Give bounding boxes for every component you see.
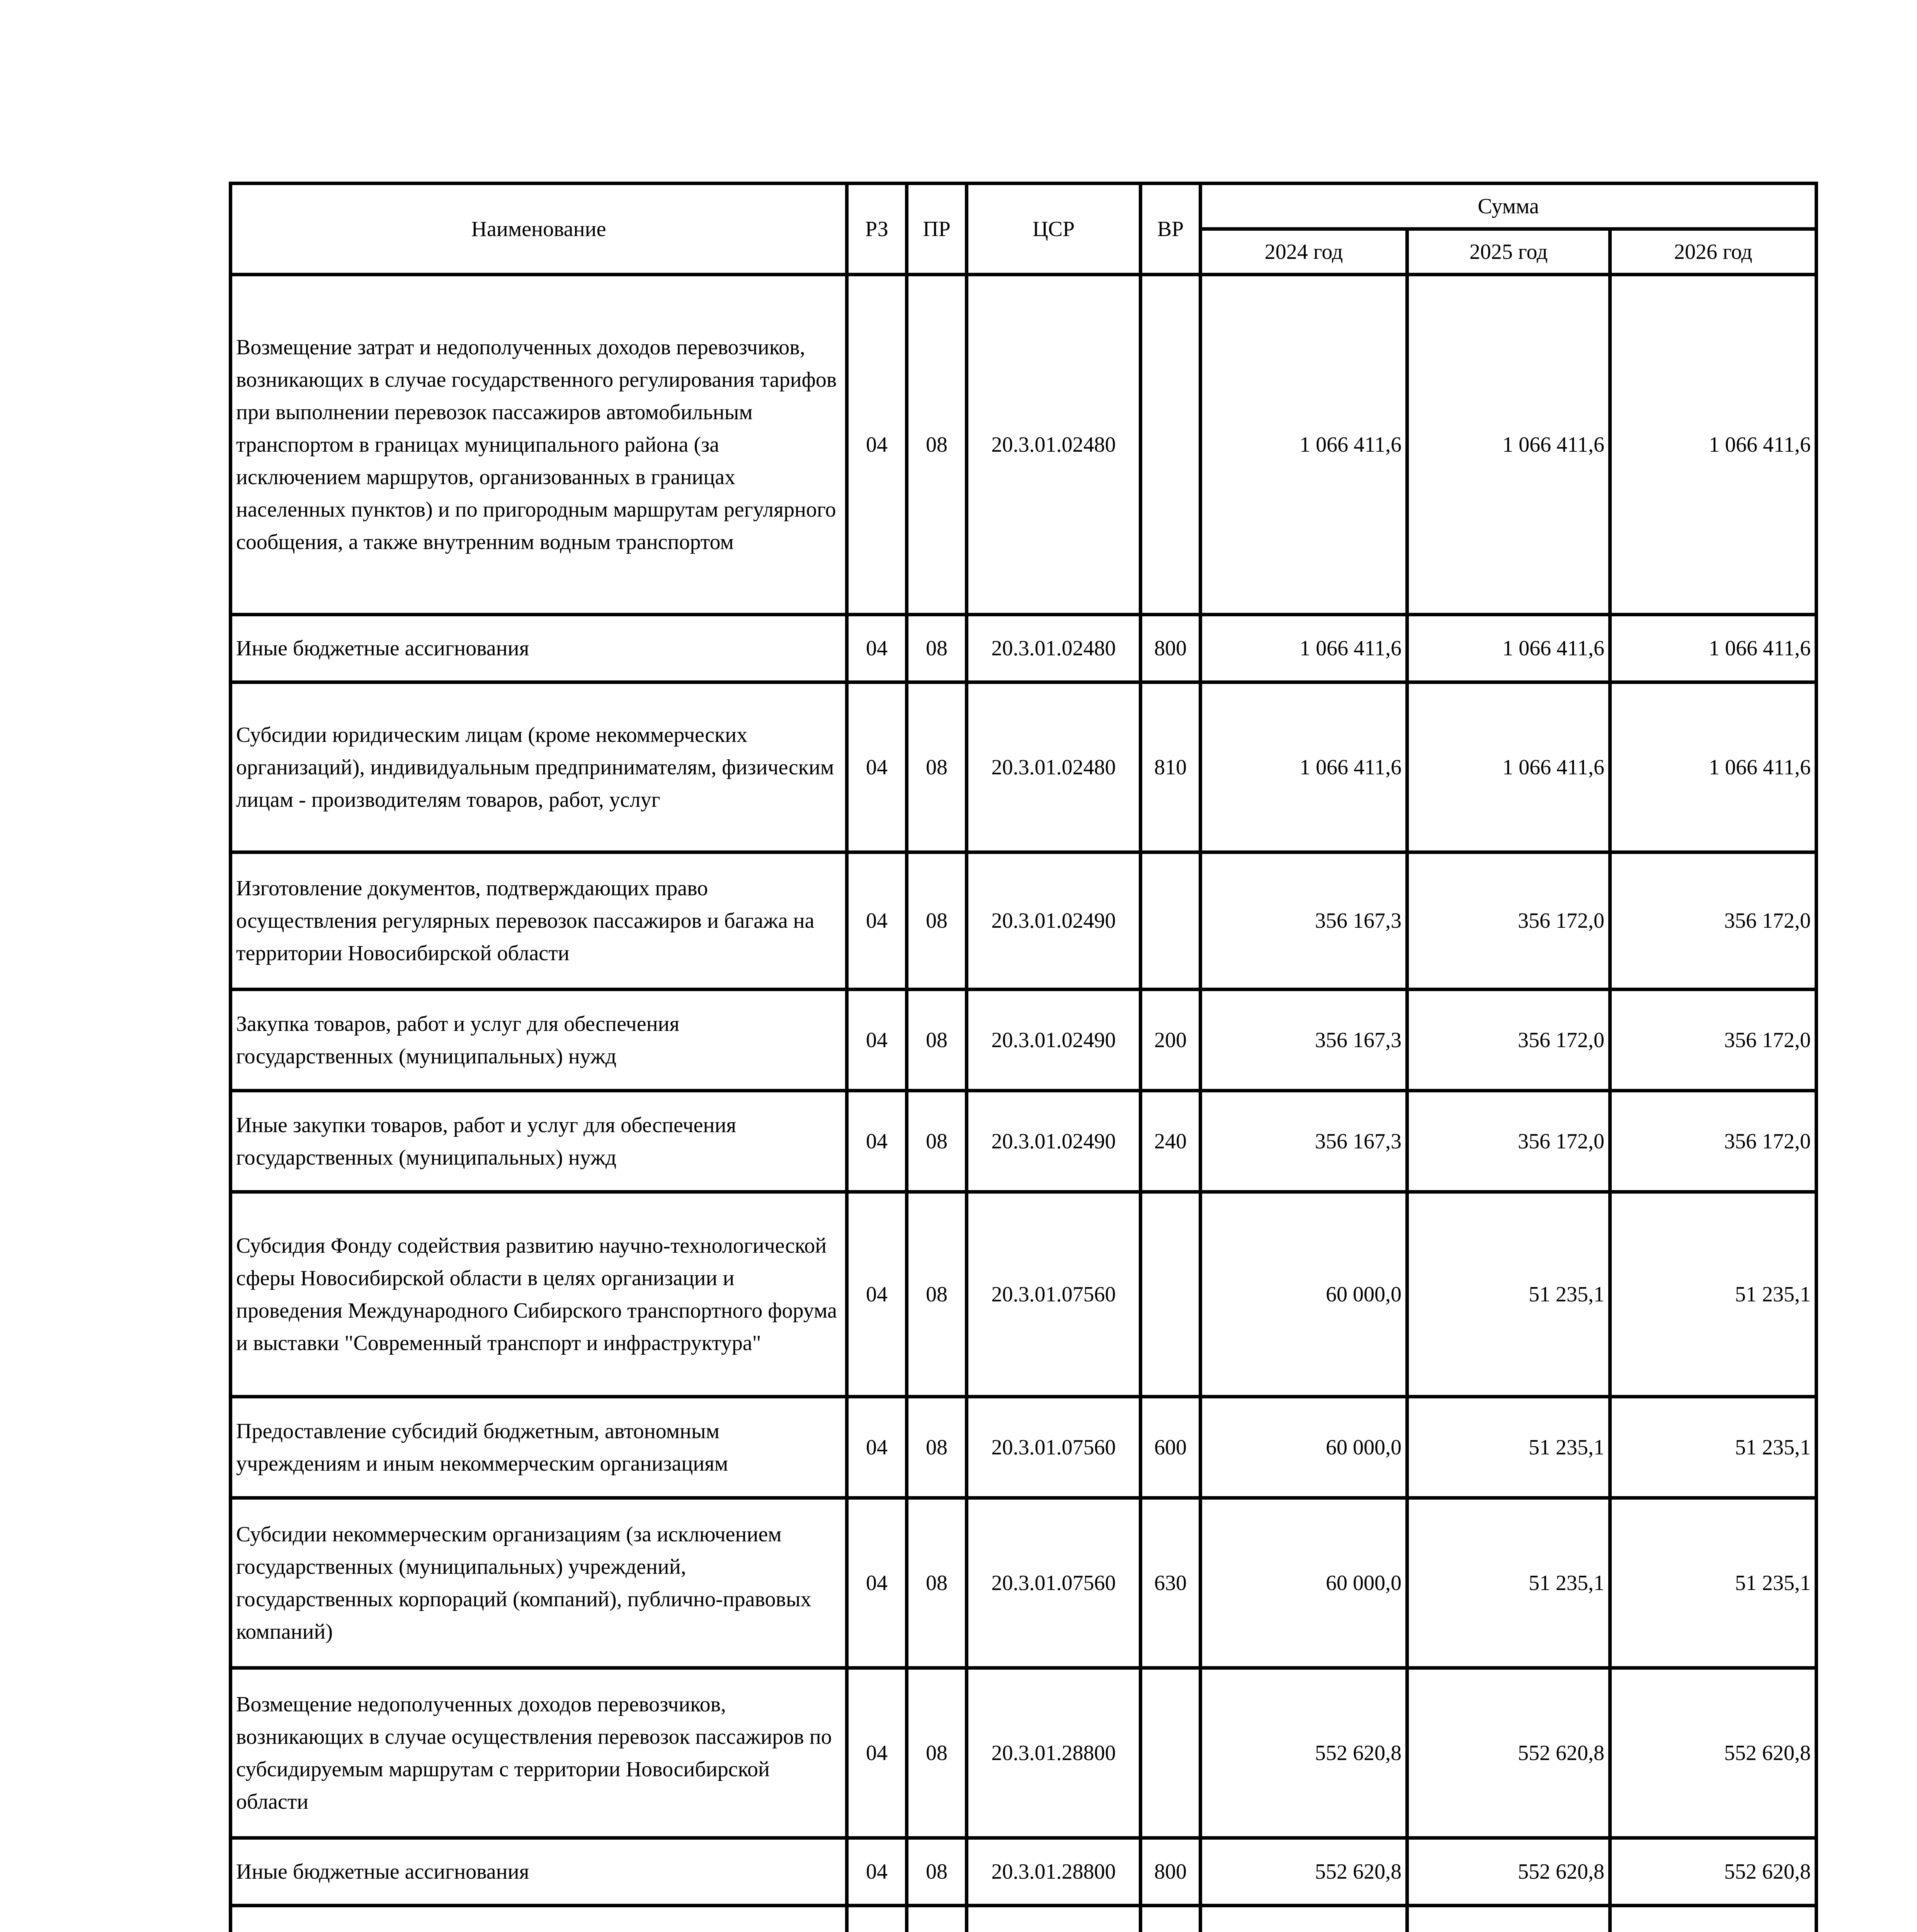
col-header-pr: ПР [907, 184, 967, 275]
col-header-2024: 2024 год [1201, 229, 1407, 275]
cell-vr: 630 [1141, 1498, 1201, 1668]
cell-2026: 51 235,1 [1610, 1192, 1817, 1397]
cell-pr: 08 [907, 852, 967, 990]
budget-table [229, 182, 1818, 1932]
cell-2026: 356 172,0 [1610, 1091, 1817, 1192]
cell-2026: 356 172,0 [1610, 990, 1817, 1091]
cell-pr [907, 1906, 967, 1932]
cell-2025: 356 172,0 [1407, 852, 1610, 990]
cell-2025: 51 235,1 [1407, 1192, 1610, 1397]
cell-vr: 600 [1141, 1397, 1201, 1498]
cell-2024: 1 066 411,6 [1201, 615, 1407, 682]
cell-2024: 356 167,3 [1201, 990, 1407, 1091]
cell-name: Субсидия Фонду содействия развитию научно-технологической сферы Новосибирской области в целях организации и проведения Международного Сибирского транспортного форума и выставки "Современный транспорт и инфраструктура" [231, 1192, 847, 1397]
col-header-vr: ВР [1141, 184, 1201, 275]
cell-vr: 800 [1141, 615, 1201, 682]
table-row [231, 1838, 1817, 1906]
cell-rz: 04 [847, 1091, 907, 1192]
cell-vr [1141, 852, 1201, 990]
cell-2025 [1407, 1906, 1610, 1932]
cell-name [231, 1906, 847, 1932]
cell-csr: 20.3.01.07560 [967, 1498, 1141, 1668]
cell-2026: 552 620,8 [1610, 1838, 1817, 1906]
cell-2026: 51 235,1 [1610, 1397, 1817, 1498]
cell-2026: 552 620,8 [1610, 1668, 1817, 1838]
col-header-2025: 2025 год [1407, 229, 1610, 275]
cell-rz: 04 [847, 615, 907, 682]
cell-vr: 240 [1141, 1091, 1201, 1192]
col-header-2026: 2026 год [1610, 229, 1817, 275]
cell-name: Возмещение затрат и недополученных доходов перевозчиков, возникающих в случае государственного регулирования тарифов при выполнении перевозок пассажиров автомобильным транспортом в границах муниципального района (за исключением маршрутов, организованных в границах населенных пунктов) и по пригородным маршрутам регулярного сообщения, а также внутренним водным транспортом [231, 275, 847, 615]
cell-rz: 04 [847, 275, 907, 615]
table-row [231, 1091, 1817, 1192]
cell-2025: 1 066 411,6 [1407, 275, 1610, 615]
cell-rz: 04 [847, 1668, 907, 1838]
cell-rz: 04 [847, 682, 907, 852]
cell-name: Изготовление документов, подтверждающих право осуществления регулярных перевозок пассажиров и багажа на территории Новосибирской области [231, 852, 847, 990]
table-row [231, 615, 1817, 682]
cell-vr: 200 [1141, 990, 1201, 1091]
cell-name: Закупка товаров, работ и услуг для обеспечения государственных (муниципальных) нужд [231, 990, 847, 1091]
cell-csr: 20.3.01.28800 [967, 1838, 1141, 1906]
table-row [231, 1192, 1817, 1397]
cell-name: Субсидии юридическим лицам (кроме некоммерческих организаций), индивидуальным предпринимателям, физическим лицам - производителям товаров, работ, услуг [231, 682, 847, 852]
table-row [231, 852, 1817, 990]
cell-2024: 552 620,8 [1201, 1838, 1407, 1906]
cell-csr: 20.3.01.02480 [967, 615, 1141, 682]
cell-2026: 1 066 411,6 [1610, 615, 1817, 682]
cell-name: Иные бюджетные ассигнования [231, 615, 847, 682]
table-body [231, 275, 1817, 1932]
cell-pr: 08 [907, 1397, 967, 1498]
cell-2025: 356 172,0 [1407, 1091, 1610, 1192]
table-row [231, 1906, 1817, 1932]
cell-pr: 08 [907, 682, 967, 852]
cell-name: Иные закупки товаров, работ и услуг для обеспечения государственных (муниципальных) нужд [231, 1091, 847, 1192]
cell-rz: 04 [847, 1397, 907, 1498]
table-row [231, 682, 1817, 852]
table-row [231, 275, 1817, 615]
col-header-sum: Сумма [1201, 184, 1817, 229]
cell-2024: 552 620,8 [1201, 1668, 1407, 1838]
cell-name: Возмещение недополученных доходов перевозчиков, возникающих в случае осуществления перевозок пассажиров по субсидируемым маршрутам с территории Новосибирской области [231, 1668, 847, 1838]
cell-vr: 800 [1141, 1838, 1201, 1906]
cell-2025: 356 172,0 [1407, 990, 1610, 1091]
cell-2025: 552 620,8 [1407, 1668, 1610, 1838]
cell-pr: 08 [907, 1192, 967, 1397]
cell-pr: 08 [907, 275, 967, 615]
cell-2025: 552 620,8 [1407, 1838, 1610, 1906]
cell-2025: 51 235,1 [1407, 1498, 1610, 1668]
cell-name: Предоставление субсидий бюджетным, автономным учреждениям и иным некоммерческим организациям [231, 1397, 847, 1498]
cell-csr: 20.3.01.02490 [967, 1091, 1141, 1192]
cell-rz [847, 1906, 907, 1932]
cell-2024: 60 000,0 [1201, 1397, 1407, 1498]
cell-name: Иные бюджетные ассигнования [231, 1838, 847, 1906]
cell-name: Субсидии некоммерческим организациям (за исключением государственных (муниципальных) учреждений, государственных корпораций (компаний), публично-правовых компаний) [231, 1498, 847, 1668]
cell-2024: 356 167,3 [1201, 1091, 1407, 1192]
cell-pr: 08 [907, 990, 967, 1091]
cell-2026: 1 066 411,6 [1610, 682, 1817, 852]
cell-vr [1141, 275, 1201, 615]
table-row [231, 1498, 1817, 1668]
cell-rz: 04 [847, 1838, 907, 1906]
cell-rz: 04 [847, 990, 907, 1091]
cell-2024: 60 000,0 [1201, 1192, 1407, 1397]
cell-pr: 08 [907, 1838, 967, 1906]
cell-vr [1141, 1192, 1201, 1397]
col-header-name: Наименование [231, 184, 847, 275]
cell-2026: 1 066 411,6 [1610, 275, 1817, 615]
cell-2026: 356 172,0 [1610, 852, 1817, 990]
cell-csr: 20.3.01.28800 [967, 1668, 1141, 1838]
cell-2024: 356 167,3 [1201, 852, 1407, 990]
col-header-csr: ЦСР [967, 184, 1141, 275]
cell-rz: 04 [847, 1498, 907, 1668]
cell-rz: 04 [847, 1192, 907, 1397]
cell-csr: 20.3.01.07560 [967, 1397, 1141, 1498]
cell-csr: 20.3.01.07560 [967, 1192, 1141, 1397]
cell-pr: 08 [907, 1668, 967, 1838]
cell-pr: 08 [907, 1498, 967, 1668]
cell-csr: 20.3.01.02480 [967, 682, 1141, 852]
cell-vr [1141, 1668, 1201, 1838]
header-row-1 [231, 184, 1817, 229]
cell-2024 [1201, 1906, 1407, 1932]
cell-2024: 1 066 411,6 [1201, 275, 1407, 615]
table-row [231, 1397, 1817, 1498]
cell-rz: 04 [847, 852, 907, 990]
cell-pr: 08 [907, 1091, 967, 1192]
cell-2025: 1 066 411,6 [1407, 615, 1610, 682]
cell-csr: 20.3.01.02490 [967, 990, 1141, 1091]
cell-csr: 20.3.01.02490 [967, 852, 1141, 990]
cell-2025: 51 235,1 [1407, 1397, 1610, 1498]
cell-pr: 08 [907, 615, 967, 682]
table-row [231, 990, 1817, 1091]
cell-csr: 20.3.01.02480 [967, 275, 1141, 615]
cell-vr [1141, 1906, 1201, 1932]
cell-2026: 51 235,1 [1610, 1498, 1817, 1668]
table-header [231, 184, 1817, 275]
cell-csr [967, 1906, 1141, 1932]
cell-2024: 60 000,0 [1201, 1498, 1407, 1668]
table-row [231, 1668, 1817, 1838]
col-header-rz: РЗ [847, 184, 907, 275]
cell-2025: 1 066 411,6 [1407, 682, 1610, 852]
cell-2026 [1610, 1906, 1817, 1932]
cell-vr: 810 [1141, 682, 1201, 852]
cell-2024: 1 066 411,6 [1201, 682, 1407, 852]
